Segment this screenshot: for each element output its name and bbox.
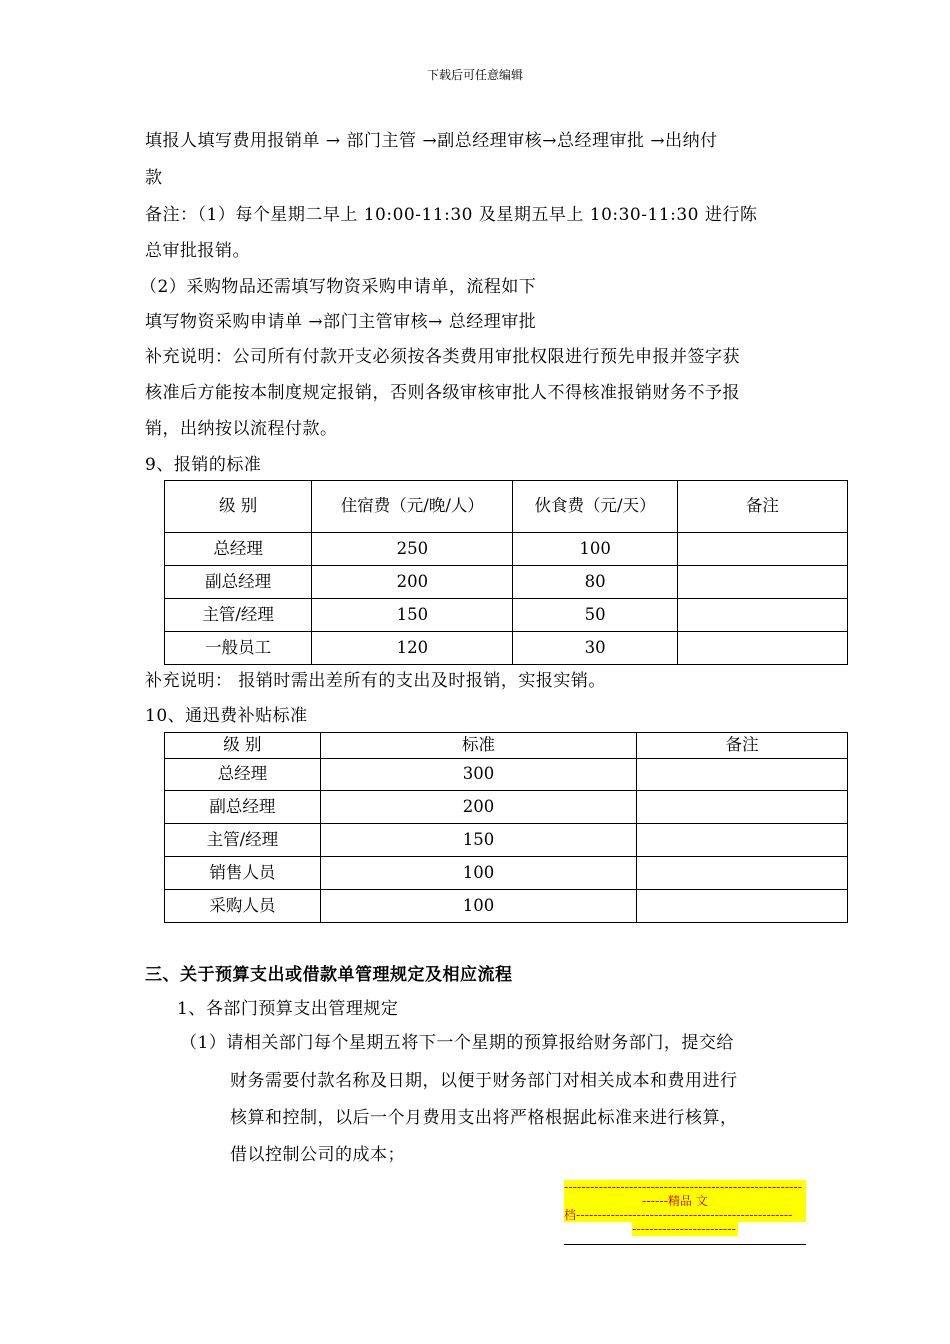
supplement-2: 补充说明： 报销时需出差所有的支出及时报销，实报实销。	[145, 671, 606, 691]
table-row	[165, 824, 848, 857]
table-row	[165, 566, 848, 599]
header-cell: 住宿费（元/晚/人）	[312, 481, 513, 533]
item-1-line-a: （1）请相关部门每个星期五将下一个星期的预算报给财务部门，提交给	[180, 1033, 734, 1053]
item-1-line-b: 财务需要付款名称及日期，以便于财务部门对相关成本和费用进行	[230, 1071, 738, 1091]
supplement-1-c: 销，出纳按以流程付款。	[145, 419, 338, 439]
reimbursement-standard-table	[164, 480, 848, 665]
table-header-row	[165, 733, 848, 759]
header-cell: 伙食费（元/天）	[513, 481, 677, 533]
table-cell	[637, 759, 848, 791]
table-cell: 150	[312, 599, 513, 632]
table-cell: 主管/经理	[165, 599, 312, 632]
header-cell: 备注	[637, 733, 848, 759]
header-cell: 标准	[320, 733, 637, 759]
table-cell: 一般员工	[165, 632, 312, 665]
section-9-heading: 9、报销的标准	[145, 455, 262, 475]
table-header-row	[165, 481, 848, 533]
supplement-1-b: 核准后方能按本制度规定报销，否则各级审核审批人不得核准报销财务不予报	[145, 383, 740, 403]
table-row	[165, 533, 848, 566]
note-1: 备注：（1）每个星期二早上 10:00-11:30 及星期五早上 10:30-11:30 进行陈	[145, 205, 758, 225]
table-cell	[637, 890, 848, 923]
header-cell: 级 别	[165, 481, 312, 533]
table-cell: 50	[513, 599, 677, 632]
watermark-box	[564, 1180, 806, 1245]
note-1-cont: 总审批报销。	[145, 241, 250, 261]
table-row	[165, 599, 848, 632]
table-cell	[677, 599, 847, 632]
communication-allowance-table	[164, 732, 848, 923]
table-cell: 采购人员	[165, 890, 321, 923]
table-cell: 100	[320, 890, 637, 923]
table-row	[165, 857, 848, 890]
table-cell	[637, 857, 848, 890]
watermark-line: 档--------------------------------------------------	[564, 1208, 806, 1222]
table-cell: 副总经理	[165, 791, 321, 824]
flow-reimbursement-cont: 款	[145, 168, 163, 188]
item-1-line-c: 核算和控制，以后一个月费用支出将严格根据此标准来进行核算，	[230, 1108, 738, 1128]
supplement-1: 补充说明：公司所有付款开支必须按各类费用审批权限进行预先申报并签字获	[145, 347, 740, 367]
watermark-line: ------精品 文	[564, 1194, 806, 1208]
footer-rule	[564, 1244, 806, 1245]
flow-purchase: 填写物资采购申请单 →部门主管审核→ 总经理审批	[145, 312, 537, 332]
table-cell: 150	[320, 824, 637, 857]
table-cell: 200	[320, 791, 637, 824]
table-row	[165, 890, 848, 923]
header-cell: 备注	[677, 481, 847, 533]
table-cell: 总经理	[165, 759, 321, 791]
table-cell: 副总经理	[165, 566, 312, 599]
table-cell: 120	[312, 632, 513, 665]
table-cell: 30	[513, 632, 677, 665]
watermark-line: ------------------------	[632, 1222, 738, 1236]
table-cell: 100	[513, 533, 677, 566]
note-2: （2）采购物品还需填写物资采购申请单，流程如下	[140, 277, 537, 297]
table-cell	[677, 566, 847, 599]
page-header: 下载后可任意编辑	[426, 68, 523, 82]
table-cell	[677, 632, 847, 665]
table-cell: 300	[320, 759, 637, 791]
subsection-1-heading: 1、各部门预算支出管理规定	[177, 999, 399, 1019]
table-cell: 主管/经理	[165, 824, 321, 857]
table-row	[165, 791, 848, 824]
section-3-heading: 三、关于预算支出或借款单管理规定及相应流程	[145, 965, 513, 985]
table-cell	[637, 824, 848, 857]
table-cell: 100	[320, 857, 637, 890]
header-cell: 级 别	[165, 733, 321, 759]
item-1-line-d: 借以控制公司的成本；	[230, 1145, 405, 1165]
table-cell: 总经理	[165, 533, 312, 566]
table-cell: 80	[513, 566, 677, 599]
table-row	[165, 632, 848, 665]
table-row	[165, 759, 848, 791]
table-cell: 销售人员	[165, 857, 321, 890]
table-cell: 250	[312, 533, 513, 566]
table-cell: 200	[312, 566, 513, 599]
table-cell	[677, 533, 847, 566]
flow-reimbursement: 填报人填写费用报销单 → 部门主管 →副总经理审核→总经理审批 →出纳付	[145, 131, 718, 151]
watermark-line: -------------------------------------------------------	[564, 1180, 806, 1194]
table-cell	[637, 791, 848, 824]
section-10-heading: 10、通迅费补贴标准	[145, 706, 308, 726]
